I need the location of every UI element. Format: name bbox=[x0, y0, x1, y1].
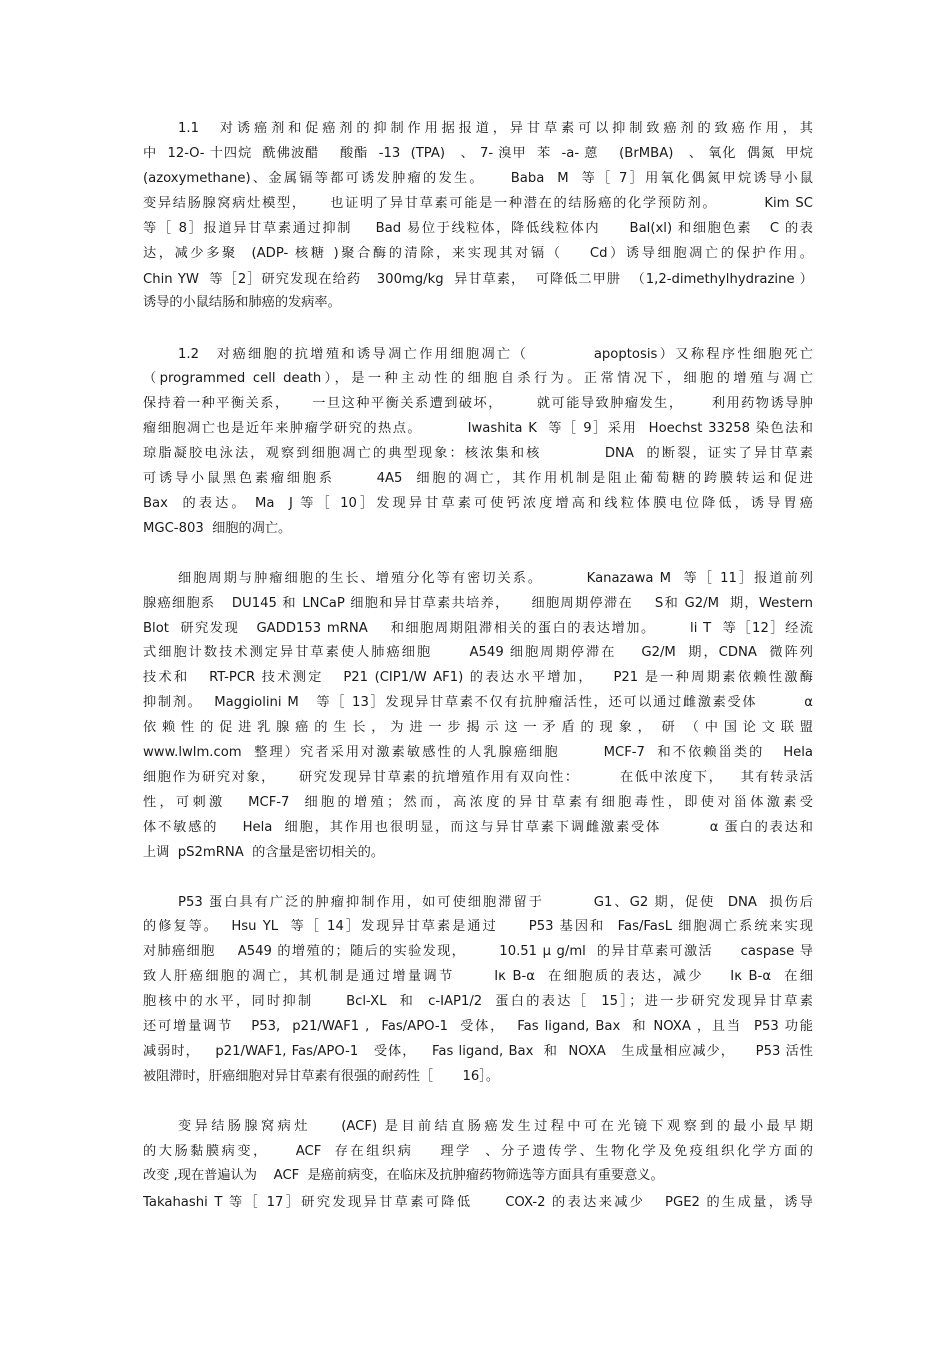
text-line: 达，减少多聚 (ADP- 核糖 )聚合酶的清除，来实现其对镉（ Cd）诱导细胞凋亡的保护作用。 bbox=[143, 246, 813, 261]
text-line: 的大肠黏膜病变， ACF 存在组织病 理学 、分子遗传学、生物化学及免疫组织化学方面的 bbox=[143, 1144, 813, 1159]
text-line: 腺癌细胞系 DU145 和 LNCaP 细胞和异甘草素共培养， 细胞周期停滞在 S和 G2/M 期，Western bbox=[143, 596, 813, 611]
text-line: 依 赖 性 的 促 进 乳 腺 癌 的 生 长 ， 为 进 一 步 揭 示 这 一 矛 盾 的 现 象 ， 研 （ 中 国 论 文 联 盟 bbox=[143, 720, 813, 735]
text-line: 诱导的小鼠结肠和肺癌的发病率。 bbox=[143, 295, 341, 310]
text-line: 细胞周期与肿瘤细胞的生长、增殖分化等有密切关系。 Kanazawa M 等［ 11］报道前列 bbox=[178, 571, 813, 586]
text-line: 的修复等。 Hsu YL 等［ 14］发现异甘草素是通过 P53 基因和 Fas/FasL 细胞凋亡系统来实现 bbox=[143, 919, 813, 934]
text-line: 被阻滞时，肝癌细胞对异甘草素有很强的耐药性［ 16］。 bbox=[143, 1069, 500, 1084]
text-line: P53 蛋白具有广泛的肿瘤抑制作用，如可使细胞滞留于 G1、G2 期，促使 DNA 损伤后 bbox=[178, 895, 813, 910]
text-line: 保持着一种平衡关系， 一旦这种平衡关系遭到破坏， 就可能导致肿瘤发生， 利用药物诱导肿 bbox=[143, 396, 813, 411]
text-line: 细胞作为研究对象， 研究发现异甘草素的抗增殖作用有双向性： 在低中浓度下， 其有转录活 bbox=[143, 770, 813, 785]
text-line: 胞核中的水平，同时抑制 Bcl-XL 和 c-IAP1/2 蛋白的表达［ 15］；进一步研究发现异甘草素 bbox=[143, 994, 813, 1009]
text-line: 对肺癌细胞 A549 的增殖的；随后的实验发现， 10.51 μ g/ml 的异甘草素可激活 caspase 导 bbox=[143, 944, 813, 959]
text-line: 减弱时， p21/WAF1, Fas/APO-1 受体， Fas ligand, Bax 和 NOXA 生成量相应减少， P53 活性 bbox=[143, 1044, 813, 1059]
text-line: 改变 ,现在普遍认为 ACF 是癌前病变，在临床及抗肿瘤药物筛选等方面具有重要意义。 bbox=[143, 1168, 664, 1183]
text-line: 1.2 对癌细胞的抗增殖和诱导凋亡作用细胞凋亡（ apoptosis）又称程序性细胞死亡 bbox=[178, 347, 813, 362]
text-line: 变异结肠腺窝病灶模型， 也证明了异甘草素可能是一种潜在的结肠癌的化学预防剂。 Kim SC bbox=[143, 196, 813, 211]
text-line: 等［ 8］报道异甘草素通过抑制 Bad 易位于线粒体，降低线粒体内 Bal(xl) 和细胞色素 C 的表 bbox=[143, 221, 813, 236]
text-line: 琼脂凝胶电泳法，观察到细胞凋亡的典型现象：核浓集和核 DNA 的断裂，证实了异甘草素 bbox=[143, 446, 813, 461]
text-line: Takahashi T 等［ 17］研究发现异甘草素可降低 COX-2 的表达来减少 PGE2 的生成量，诱导 bbox=[143, 1195, 813, 1210]
text-line: 体不敏感的 Hela 细胞，其作用也很明显，而这与异甘草素下调雌激素受体 α 蛋白的表达和 bbox=[143, 820, 813, 835]
text-line: Chin YW 等［2］研究发现在给药 300mg/kg 异甘草素， 可降低二甲肼 （1,2-dimethylhydrazine ） bbox=[143, 272, 813, 287]
text-line: 致人肝癌细胞的凋亡，其机制是通过增量调节 Iκ B-α 在细胞质的表达，减少 Iκ B-α 在细 bbox=[143, 969, 813, 984]
text-line: www.lwlm.com 整理）究者采用对激素敏感性的人乳腺癌细胞 MCF-7 和不依赖甾类的 Hela bbox=[143, 745, 813, 760]
text-line: 瘤细胞凋亡也是近年来肿瘤学研究的热点。 Iwashita K 等［ 9］采用 Hoechst 33258 染色法和 bbox=[143, 421, 813, 436]
text-line: 性，可刺激 MCF-7 细胞的增殖；然而，高浓度的异甘草素有细胞毒性，即使对甾体激素受 bbox=[143, 795, 813, 810]
text-line: Blot 研究发现 GADD153 mRNA 和细胞周期阻滞相关的蛋白的表达增加。 li T 等［12］经流 bbox=[143, 621, 813, 636]
text-line: 抑制剂。 Maggiolini M 等［ 13］发现异甘草素不仅有抗肿瘤活性，还可以通过雌激素受体 α bbox=[143, 695, 813, 710]
text-line: 变异结肠腺窝病灶 (ACF) 是目前结直肠癌发生过程中可在光镜下观察到的最小最早期 bbox=[178, 1119, 813, 1134]
text-line: 式细胞计数技术测定异甘草素使人肺癌细胞 A549 细胞周期停滞在 G2/M 期，CDNA 微阵列 bbox=[143, 645, 813, 660]
text-line: (azoxymethane)、金属镉等都可诱发肿瘤的发生。 Baba M 等［ 7］用氧化偶氮甲烷诱导小鼠 bbox=[143, 171, 813, 186]
text-line: 技术和 RT-PCR 技术测定 P21 (CIP1/W AF1) 的表达水平增加， P21 是一种周期素依赖性激酶 bbox=[143, 670, 813, 685]
text-line: （programmed cell death），是一种主动性的细胞自杀行为。正常情况下，细胞的增殖与凋亡 bbox=[143, 371, 813, 386]
text-line: 还可增量调节 P53, p21/WAF1 , Fas/APO-1 受体， Fas ligand, Bax 和 NOXA ，且当 P53 功能 bbox=[143, 1019, 813, 1034]
text-line: 中 12-O- 十四烷 酰佛波醋 酸酯 -13 (TPA) 、 7- 溴甲 苯 -a- 蒽 (BrMBA) 、 氧化 偶氮 甲烷 bbox=[143, 146, 813, 161]
text-line: 1.1 对诱癌剂和促癌剂的抑制作用据报道，异甘草素可以抑制致癌剂的致癌作用，其 bbox=[178, 121, 813, 136]
text-line: 上调 pS2mRNA 的含量是密切相关的。 bbox=[143, 845, 385, 860]
text-line: Bax 的表达。 Ma J 等［ 10］发现异甘草素可使钙浓度增高和线粒体膜电位降低，诱导胃癌 bbox=[143, 496, 813, 511]
text-line: MGC-803 细胞的凋亡。 bbox=[143, 521, 292, 536]
text-line: 可诱导小鼠黑色素瘤细胞系 4A5 细胞的凋亡，其作用机制是阻止葡萄糖的跨膜转运和促进 bbox=[143, 471, 813, 486]
